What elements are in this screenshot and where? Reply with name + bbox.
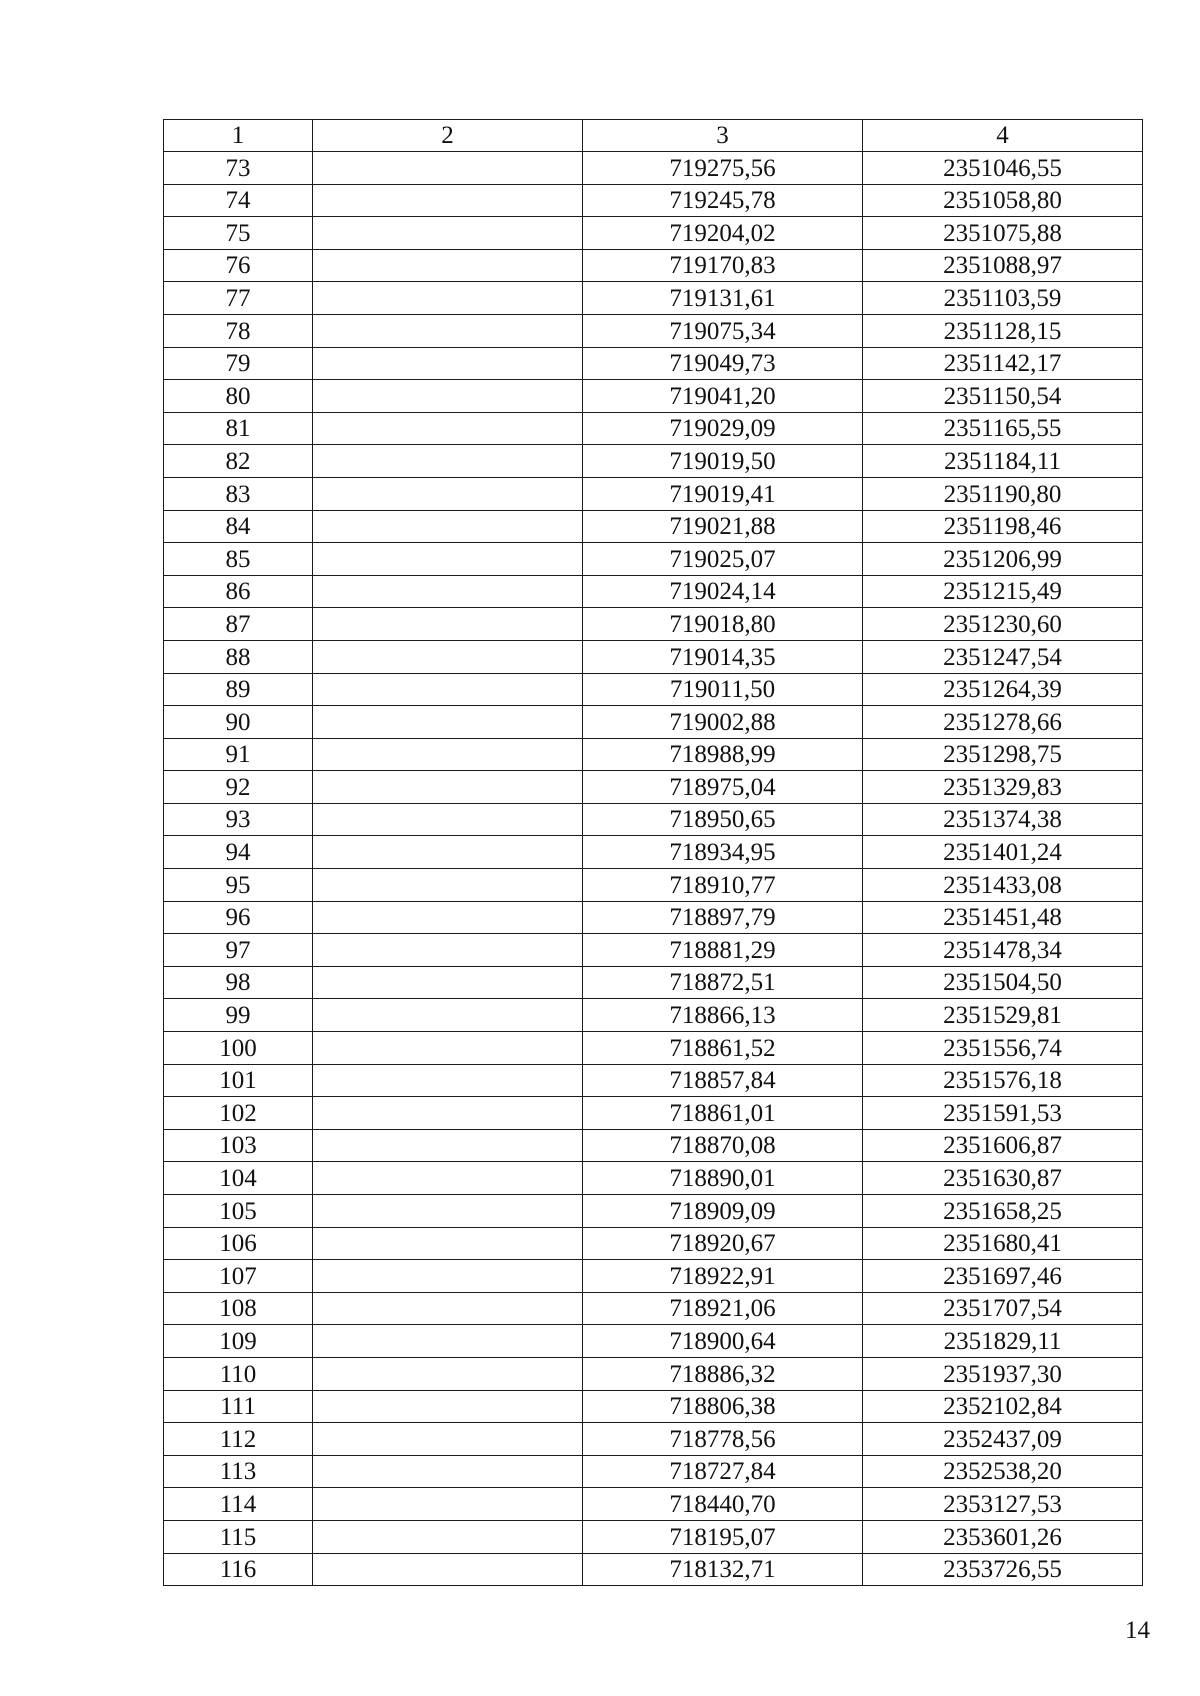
- description-cell: [313, 1195, 583, 1228]
- point-number-cell: 78: [164, 314, 313, 347]
- description-cell: [313, 1520, 583, 1553]
- coordinate-x-cell: 719170,83: [583, 249, 863, 282]
- table-row: [164, 738, 1143, 771]
- description-cell: [313, 1357, 583, 1390]
- point-number-cell: 83: [164, 477, 313, 510]
- table-row: [164, 836, 1143, 869]
- coordinate-x-cell: 718195,07: [583, 1520, 863, 1553]
- point-number-cell: 103: [164, 1129, 313, 1162]
- coordinate-x-cell: 718890,01: [583, 1162, 863, 1195]
- coordinate-y-cell: 2351630,87: [863, 1162, 1143, 1195]
- coordinate-x-cell: 718861,52: [583, 1032, 863, 1065]
- coordinate-x-cell: 719011,50: [583, 673, 863, 706]
- table-row: [164, 1097, 1143, 1130]
- table-row: [164, 477, 1143, 510]
- description-cell: [313, 1097, 583, 1130]
- table-row: [164, 640, 1143, 673]
- coordinate-x-cell: 719021,88: [583, 510, 863, 543]
- table-row: [164, 1032, 1143, 1065]
- point-number-cell: 107: [164, 1260, 313, 1293]
- table-row: [164, 1553, 1143, 1586]
- coordinate-x-cell: 718866,13: [583, 999, 863, 1032]
- description-cell: [313, 934, 583, 967]
- table-body: [164, 152, 1143, 1586]
- description-cell: [313, 999, 583, 1032]
- table-row: [164, 1292, 1143, 1325]
- table-row: [164, 901, 1143, 934]
- table-row: [164, 510, 1143, 543]
- coordinate-x-cell: 718950,65: [583, 803, 863, 836]
- table-row: [164, 445, 1143, 478]
- point-number-cell: 109: [164, 1325, 313, 1358]
- coordinate-y-cell: 2352437,09: [863, 1423, 1143, 1456]
- coordinate-x-cell: 718440,70: [583, 1488, 863, 1521]
- table-row: [164, 771, 1143, 804]
- page-number: 14: [1125, 1617, 1150, 1644]
- description-cell: [313, 282, 583, 315]
- coordinate-x-cell: 719275,56: [583, 152, 863, 185]
- coordinate-x-cell: 719131,61: [583, 282, 863, 315]
- coordinates-table: [163, 119, 1143, 1586]
- coordinate-x-cell: 719029,09: [583, 412, 863, 445]
- point-number-cell: 73: [164, 152, 313, 185]
- point-number-cell: 113: [164, 1455, 313, 1488]
- description-cell: [313, 510, 583, 543]
- coordinate-y-cell: 2351329,83: [863, 771, 1143, 804]
- coordinate-x-cell: 718897,79: [583, 901, 863, 934]
- point-number-cell: 97: [164, 934, 313, 967]
- coordinate-y-cell: 2351433,08: [863, 869, 1143, 902]
- table-row: [164, 152, 1143, 185]
- table-row: [164, 282, 1143, 315]
- table-row: [164, 314, 1143, 347]
- coordinate-y-cell: 2351504,50: [863, 966, 1143, 999]
- coordinate-x-cell: 719019,50: [583, 445, 863, 478]
- description-cell: [313, 1292, 583, 1325]
- table-row: [164, 1260, 1143, 1293]
- table-row: [164, 1325, 1143, 1358]
- coordinate-y-cell: 2353127,53: [863, 1488, 1143, 1521]
- description-cell: [313, 738, 583, 771]
- point-number-cell: 88: [164, 640, 313, 673]
- description-cell: [313, 1162, 583, 1195]
- coordinate-y-cell: 2351401,24: [863, 836, 1143, 869]
- coordinate-x-cell: 718975,04: [583, 771, 863, 804]
- coordinate-x-cell: 718934,95: [583, 836, 863, 869]
- coordinate-y-cell: 2351103,59: [863, 282, 1143, 315]
- coordinate-x-cell: 718727,84: [583, 1455, 863, 1488]
- coordinate-x-cell: 719025,07: [583, 543, 863, 576]
- coordinate-x-cell: 719245,78: [583, 184, 863, 217]
- coordinate-x-cell: 718910,77: [583, 869, 863, 902]
- description-cell: [313, 966, 583, 999]
- description-cell: [313, 217, 583, 250]
- table-row: [164, 1520, 1143, 1553]
- point-number-cell: 95: [164, 869, 313, 902]
- description-cell: [313, 184, 583, 217]
- table-row: [164, 1227, 1143, 1260]
- point-number-cell: 84: [164, 510, 313, 543]
- coordinate-y-cell: 2351058,80: [863, 184, 1143, 217]
- table-row: [164, 706, 1143, 739]
- table-row: [164, 575, 1143, 608]
- header-cell-4: 4: [863, 120, 1143, 152]
- table-row: [164, 999, 1143, 1032]
- coordinate-y-cell: 2351374,38: [863, 803, 1143, 836]
- description-cell: [313, 1032, 583, 1065]
- point-number-cell: 94: [164, 836, 313, 869]
- coordinate-x-cell: 719049,73: [583, 347, 863, 380]
- coordinate-y-cell: 2353601,26: [863, 1520, 1143, 1553]
- description-cell: [313, 869, 583, 902]
- point-number-cell: 116: [164, 1553, 313, 1586]
- coordinate-x-cell: 718132,71: [583, 1553, 863, 1586]
- point-number-cell: 87: [164, 608, 313, 641]
- table-row: [164, 1162, 1143, 1195]
- coordinate-x-cell: 718861,01: [583, 1097, 863, 1130]
- description-cell: [313, 575, 583, 608]
- point-number-cell: 80: [164, 380, 313, 413]
- description-cell: [313, 640, 583, 673]
- point-number-cell: 115: [164, 1520, 313, 1553]
- description-cell: [313, 380, 583, 413]
- table-row: [164, 1129, 1143, 1162]
- coordinate-x-cell: 719002,88: [583, 706, 863, 739]
- description-cell: [313, 901, 583, 934]
- coordinate-x-cell: 718920,67: [583, 1227, 863, 1260]
- description-cell: [313, 673, 583, 706]
- coordinate-x-cell: 718778,56: [583, 1423, 863, 1456]
- description-cell: [313, 836, 583, 869]
- description-cell: [313, 347, 583, 380]
- description-cell: [313, 1227, 583, 1260]
- point-number-cell: 74: [164, 184, 313, 217]
- coordinate-x-cell: 718870,08: [583, 1129, 863, 1162]
- table-row: [164, 1455, 1143, 1488]
- point-number-cell: 96: [164, 901, 313, 934]
- header-row: [164, 120, 1143, 152]
- point-number-cell: 82: [164, 445, 313, 478]
- point-number-cell: 91: [164, 738, 313, 771]
- description-cell: [313, 152, 583, 185]
- table-row: [164, 1488, 1143, 1521]
- point-number-cell: 77: [164, 282, 313, 315]
- table-row: [164, 249, 1143, 282]
- point-number-cell: 106: [164, 1227, 313, 1260]
- description-cell: [313, 1553, 583, 1586]
- description-cell: [313, 1390, 583, 1423]
- coordinate-y-cell: 2351707,54: [863, 1292, 1143, 1325]
- table-row: [164, 184, 1143, 217]
- table-row: [164, 380, 1143, 413]
- point-number-cell: 99: [164, 999, 313, 1032]
- point-number-cell: 114: [164, 1488, 313, 1521]
- coordinate-y-cell: 2351247,54: [863, 640, 1143, 673]
- point-number-cell: 102: [164, 1097, 313, 1130]
- coordinate-x-cell: 718881,29: [583, 934, 863, 967]
- description-cell: [313, 314, 583, 347]
- coordinate-y-cell: 2351829,11: [863, 1325, 1143, 1358]
- coordinate-y-cell: 2351576,18: [863, 1064, 1143, 1097]
- table-row: [164, 869, 1143, 902]
- point-number-cell: 90: [164, 706, 313, 739]
- description-cell: [313, 445, 583, 478]
- header-cell-1: 1: [164, 120, 313, 152]
- coordinate-y-cell: 2351215,49: [863, 575, 1143, 608]
- point-number-cell: 92: [164, 771, 313, 804]
- coordinate-y-cell: 2351478,34: [863, 934, 1143, 967]
- point-number-cell: 81: [164, 412, 313, 445]
- coordinate-y-cell: 2351264,39: [863, 673, 1143, 706]
- point-number-cell: 112: [164, 1423, 313, 1456]
- point-number-cell: 100: [164, 1032, 313, 1065]
- description-cell: [313, 477, 583, 510]
- description-cell: [313, 608, 583, 641]
- description-cell: [313, 543, 583, 576]
- coordinate-x-cell: 719204,02: [583, 217, 863, 250]
- coordinate-y-cell: 2351128,15: [863, 314, 1143, 347]
- point-number-cell: 98: [164, 966, 313, 999]
- coordinate-x-cell: 718900,64: [583, 1325, 863, 1358]
- coordinate-x-cell: 718909,09: [583, 1195, 863, 1228]
- coordinate-y-cell: 2351298,75: [863, 738, 1143, 771]
- point-number-cell: 108: [164, 1292, 313, 1325]
- coordinate-x-cell: 718857,84: [583, 1064, 863, 1097]
- table-row: [164, 608, 1143, 641]
- table-row: [164, 803, 1143, 836]
- point-number-cell: 104: [164, 1162, 313, 1195]
- coordinate-y-cell: 2351165,55: [863, 412, 1143, 445]
- coordinate-x-cell: 719041,20: [583, 380, 863, 413]
- header-cell-3: 3: [583, 120, 863, 152]
- point-number-cell: 111: [164, 1390, 313, 1423]
- table-row: [164, 1423, 1143, 1456]
- point-number-cell: 101: [164, 1064, 313, 1097]
- coordinate-y-cell: 2351658,25: [863, 1195, 1143, 1228]
- coordinate-x-cell: 718922,91: [583, 1260, 863, 1293]
- coordinate-x-cell: 719019,41: [583, 477, 863, 510]
- point-number-cell: 89: [164, 673, 313, 706]
- coordinate-y-cell: 2352102,84: [863, 1390, 1143, 1423]
- coordinate-x-cell: 719014,35: [583, 640, 863, 673]
- description-cell: [313, 803, 583, 836]
- coordinate-y-cell: 2351680,41: [863, 1227, 1143, 1260]
- description-cell: [313, 1064, 583, 1097]
- coordinate-y-cell: 2351075,88: [863, 217, 1143, 250]
- coordinate-y-cell: 2351591,53: [863, 1097, 1143, 1130]
- coordinate-x-cell: 718806,38: [583, 1390, 863, 1423]
- coordinate-y-cell: 2351529,81: [863, 999, 1143, 1032]
- coordinate-y-cell: 2351451,48: [863, 901, 1143, 934]
- table-row: [164, 966, 1143, 999]
- coordinate-y-cell: 2351230,60: [863, 608, 1143, 641]
- point-number-cell: 76: [164, 249, 313, 282]
- description-cell: [313, 771, 583, 804]
- point-number-cell: 110: [164, 1357, 313, 1390]
- table-row: [164, 1390, 1143, 1423]
- coordinate-y-cell: 2351184,11: [863, 445, 1143, 478]
- point-number-cell: 79: [164, 347, 313, 380]
- coordinate-x-cell: 718921,06: [583, 1292, 863, 1325]
- coordinate-y-cell: 2351150,54: [863, 380, 1143, 413]
- coordinate-x-cell: 718886,32: [583, 1357, 863, 1390]
- coordinate-y-cell: 2351190,80: [863, 477, 1143, 510]
- coordinate-x-cell: 719018,80: [583, 608, 863, 641]
- coordinate-y-cell: 2353726,55: [863, 1553, 1143, 1586]
- description-cell: [313, 1325, 583, 1358]
- coordinate-y-cell: 2352538,20: [863, 1455, 1143, 1488]
- description-cell: [313, 1260, 583, 1293]
- coordinate-x-cell: 719075,34: [583, 314, 863, 347]
- coordinate-x-cell: 718872,51: [583, 966, 863, 999]
- coordinate-y-cell: 2351198,46: [863, 510, 1143, 543]
- table-row: [164, 934, 1143, 967]
- coordinate-x-cell: 719024,14: [583, 575, 863, 608]
- coordinate-y-cell: 2351046,55: [863, 152, 1143, 185]
- header-cell-2: 2: [313, 120, 583, 152]
- description-cell: [313, 1129, 583, 1162]
- description-cell: [313, 249, 583, 282]
- table-row: [164, 217, 1143, 250]
- description-cell: [313, 706, 583, 739]
- table-row: [164, 543, 1143, 576]
- point-number-cell: 85: [164, 543, 313, 576]
- table-row: [164, 673, 1143, 706]
- point-number-cell: 86: [164, 575, 313, 608]
- table-header: [164, 120, 1143, 152]
- table-row: [164, 1064, 1143, 1097]
- point-number-cell: 93: [164, 803, 313, 836]
- coordinate-x-cell: 718988,99: [583, 738, 863, 771]
- table-row: [164, 347, 1143, 380]
- description-cell: [313, 1423, 583, 1456]
- coordinate-y-cell: 2351606,87: [863, 1129, 1143, 1162]
- description-cell: [313, 1455, 583, 1488]
- coordinate-y-cell: 2351556,74: [863, 1032, 1143, 1065]
- coordinate-y-cell: 2351697,46: [863, 1260, 1143, 1293]
- point-number-cell: 75: [164, 217, 313, 250]
- table-row: [164, 1195, 1143, 1228]
- coordinate-y-cell: 2351088,97: [863, 249, 1143, 282]
- coordinate-y-cell: 2351206,99: [863, 543, 1143, 576]
- description-cell: [313, 1488, 583, 1521]
- point-number-cell: 105: [164, 1195, 313, 1228]
- coordinate-y-cell: 2351937,30: [863, 1357, 1143, 1390]
- coordinate-y-cell: 2351278,66: [863, 706, 1143, 739]
- description-cell: [313, 412, 583, 445]
- table-row: [164, 412, 1143, 445]
- table-row: [164, 1357, 1143, 1390]
- coordinate-y-cell: 2351142,17: [863, 347, 1143, 380]
